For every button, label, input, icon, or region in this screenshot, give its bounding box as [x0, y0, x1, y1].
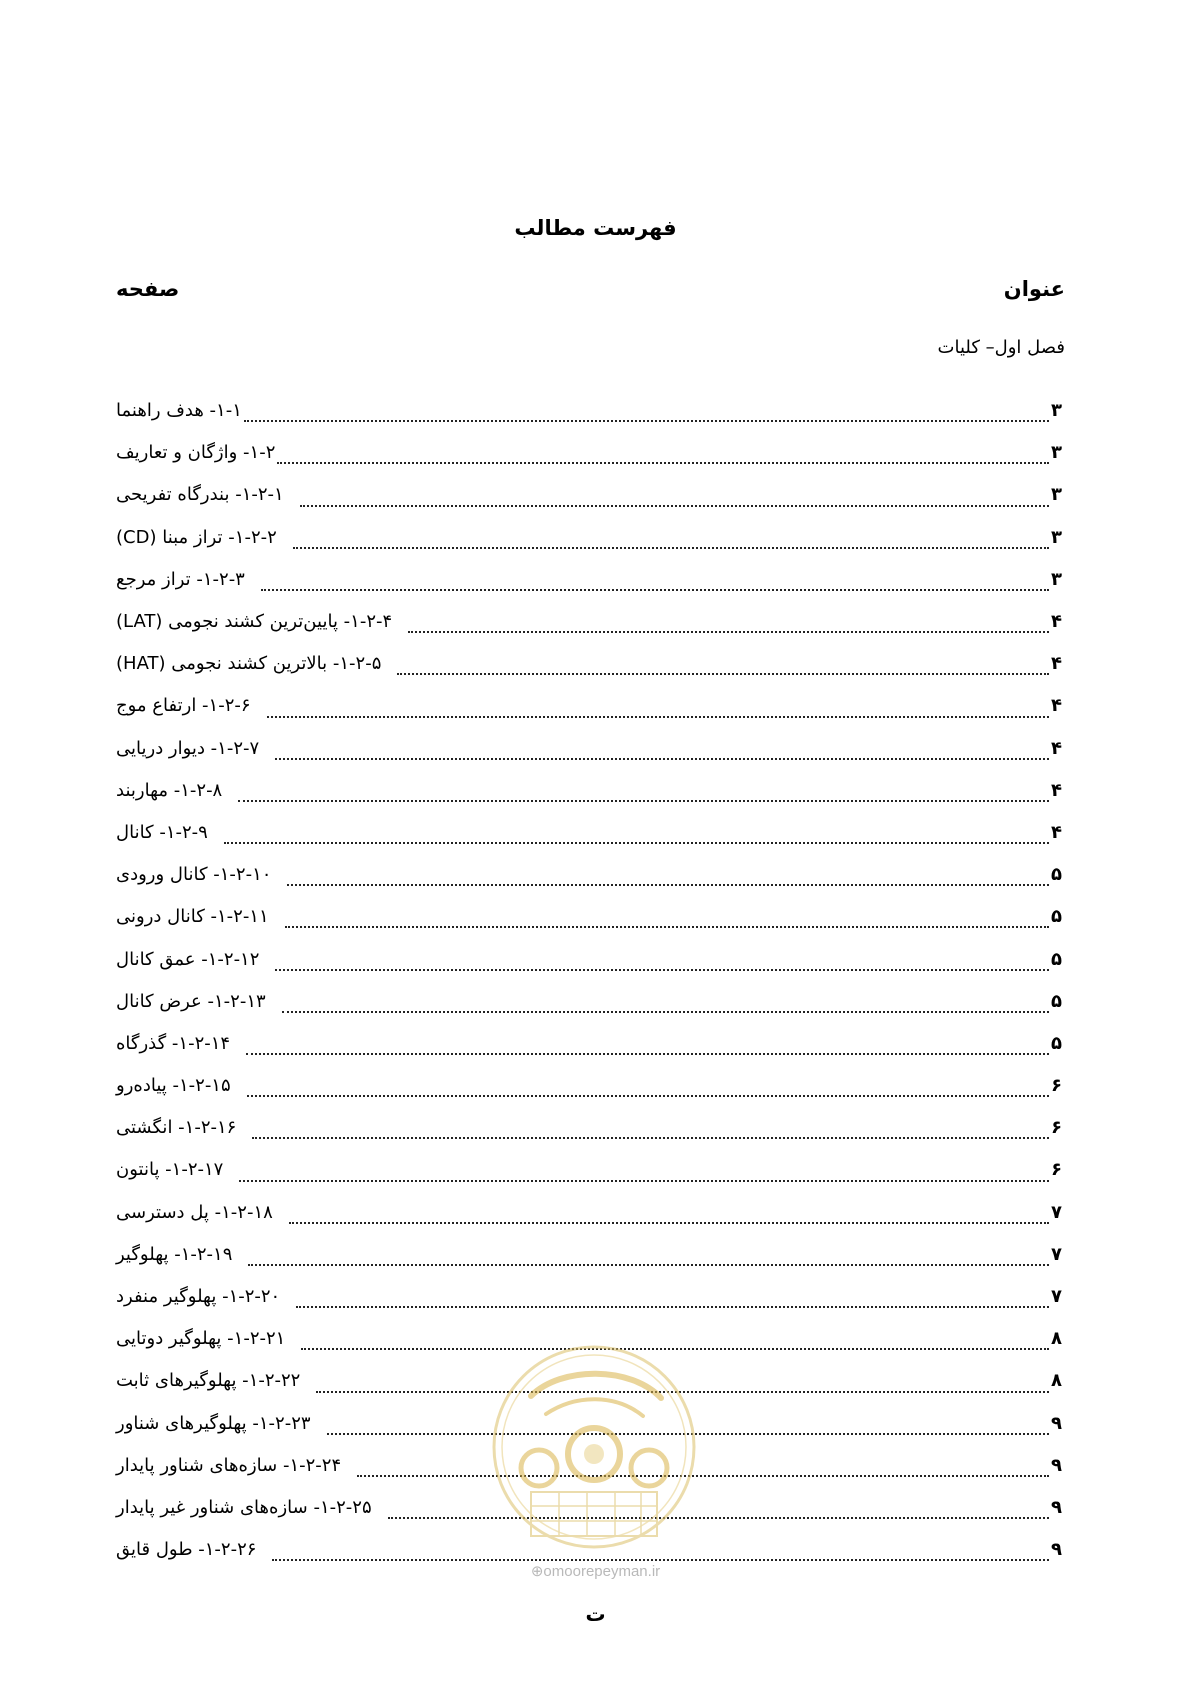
toc-entry-label: ۱-۲-۲- تراز مبنا (CD) — [116, 526, 277, 548]
toc-entry-page: ۴ — [1051, 653, 1062, 675]
toc-entry[interactable] — [116, 896, 1065, 938]
toc-entry-label: ۱-۲-۲۶- طول قایق — [116, 1539, 257, 1561]
toc-entry-page: ۹ — [1051, 1454, 1062, 1476]
toc-dot-leader — [272, 1559, 1049, 1561]
toc-dot-leader — [388, 1517, 1049, 1519]
toc-entry-page: ۵ — [1051, 1032, 1062, 1054]
toc-entry[interactable] — [116, 390, 1065, 432]
toc-entry-page: ۷ — [1051, 1243, 1062, 1265]
toc-dot-leader — [408, 631, 1049, 633]
globe-icon: ⊕ — [530, 1563, 544, 1580]
toc-dot-leader — [248, 1264, 1049, 1266]
toc-entry-page: ۴ — [1051, 611, 1062, 633]
toc-dot-leader — [247, 1095, 1049, 1097]
toc-dot-leader — [239, 1180, 1049, 1182]
toc-entry-page: ۴ — [1051, 737, 1062, 759]
toc-entry-page: ۹ — [1051, 1496, 1062, 1518]
toc-entry-label: ۱-۲-۲۱- پهلوگیر دوتایی — [116, 1328, 286, 1350]
toc-entry-label: ۱-۱- هدف راهنما — [116, 400, 242, 422]
toc-entry-page: ۳ — [1051, 526, 1062, 548]
toc-entry-page: ۳ — [1051, 568, 1062, 590]
toc-entry-label: ۱-۲-۵- بالاترین کشند نجومی (HAT) — [116, 653, 382, 675]
toc-entry[interactable] — [116, 1023, 1065, 1065]
toc-entry-page: ۹ — [1051, 1539, 1062, 1561]
toc-entry-label: ۱-۲-۲۴- سازه‌های شناور پایدار — [116, 1454, 342, 1476]
toc-entry-page: ۳ — [1051, 484, 1062, 506]
toc-entry[interactable] — [116, 854, 1065, 896]
toc-dot-leader — [300, 505, 1049, 507]
toc-dot-leader — [238, 800, 1049, 802]
toc-entry[interactable] — [116, 1276, 1065, 1318]
toc-entry-label: ۱-۲-۱۸- پل دسترسی — [116, 1201, 273, 1223]
toc-dot-leader — [275, 758, 1049, 760]
toc-entry[interactable] — [116, 559, 1065, 601]
toc-entry-label: ۱-۲-۶- ارتفاع موج — [116, 695, 251, 717]
toc-entry[interactable] — [116, 981, 1065, 1023]
toc-entry[interactable] — [116, 938, 1065, 980]
toc-entry-page: ۸ — [1051, 1328, 1062, 1350]
toc-entry-label: ۱-۲-۴- پایین‌ترین کشند نجومی (LAT) — [116, 611, 393, 633]
toc-entry-page: ۶ — [1051, 1159, 1062, 1181]
column-header-page: صفحه — [116, 277, 180, 301]
toc-dot-leader — [293, 547, 1049, 549]
toc-entry-label: ۱-۲-۷- دیوار دریایی — [116, 737, 260, 759]
toc-entry[interactable] — [116, 474, 1065, 516]
toc-entry-page: ۹ — [1051, 1412, 1062, 1434]
toc-dot-leader — [267, 716, 1049, 718]
toc-entry[interactable] — [116, 1107, 1065, 1149]
toc-entry[interactable] — [116, 685, 1065, 727]
toc-entry[interactable] — [116, 601, 1065, 643]
toc-entry-label: ۱-۲-۱۰- کانال ورودی — [116, 864, 272, 886]
toc-dot-leader — [282, 1011, 1049, 1013]
toc-entry-page: ۴ — [1051, 779, 1062, 801]
toc-entry-label: ۱-۲-۸- مهاربند — [116, 779, 223, 801]
toc-entry-label: ۱-۲-۳- تراز مرجع — [116, 568, 245, 590]
toc-entry[interactable] — [116, 1065, 1065, 1107]
toc-entry-label: ۱-۲-۱۲- عمق کانال — [116, 948, 260, 970]
toc-entry[interactable] — [116, 1192, 1065, 1234]
toc-entry-label: ۱-۲-۲۳- پهلوگیرهای شناور — [116, 1412, 311, 1434]
toc-dot-leader — [397, 673, 1049, 675]
toc-entry-label: ۱-۲-۱۹- پهلوگیر — [116, 1243, 233, 1265]
toc-dot-leader — [289, 1222, 1049, 1224]
toc-dot-leader — [224, 842, 1049, 844]
toc-entry-label: ۱-۲-۲۰- پهلوگیر منفرد — [116, 1286, 281, 1308]
watermark-url-text: omoorepeyman.ir — [543, 1563, 661, 1580]
toc-entry-page: ۳ — [1051, 400, 1062, 422]
toc-entry-page: ۳ — [1051, 442, 1062, 464]
toc-entry[interactable] — [116, 1149, 1065, 1191]
toc-entry-page: ۵ — [1051, 864, 1062, 886]
watermark-url — [0, 1562, 1191, 1580]
toc-entry-label: ۱-۲-۱۳- عرض کانال — [116, 990, 266, 1012]
toc-entry-page: ۸ — [1051, 1370, 1062, 1392]
toc-dot-leader — [275, 969, 1049, 971]
toc-dot-leader — [287, 884, 1049, 886]
chapter-heading: فصل اول– کلیات — [937, 337, 1065, 358]
toc-dot-leader — [285, 926, 1049, 928]
toc-entry-label: ۱-۲-۱۷- پانتون — [116, 1159, 224, 1181]
toc-entry-page: ۷ — [1051, 1201, 1062, 1223]
toc-entry[interactable] — [116, 643, 1065, 685]
toc-entry-page: ۵ — [1051, 948, 1062, 970]
toc-entry-label: ۱-۲-۱۴- گذرگاه — [116, 1032, 231, 1054]
toc-entry-page: ۴ — [1051, 695, 1062, 717]
toc-entry-label: ۱-۲-۱۵- پیاده‌رو — [116, 1075, 231, 1097]
toc-entry-page: ۶ — [1051, 1075, 1062, 1097]
toc-entry-label: ۱-۲-۱۱- کانال درونی — [116, 906, 269, 928]
toc-dot-leader — [277, 462, 1049, 464]
toc-dot-leader — [246, 1053, 1049, 1055]
toc-entry-label: ۱-۲-۱- بندرگاه تفریحی — [116, 484, 284, 506]
column-header-title: عنوان — [1003, 277, 1065, 301]
toc-entry-page: ۷ — [1051, 1286, 1062, 1308]
toc-dot-leader — [244, 420, 1049, 422]
toc-entry[interactable] — [116, 728, 1065, 770]
toc-entry-page: ۴ — [1051, 821, 1062, 843]
toc-entry-page: ۵ — [1051, 906, 1062, 928]
toc-entry-label: ۱-۲- واژگان و تعاریف — [116, 442, 276, 464]
page-title: فهرست مطالب — [514, 216, 677, 240]
toc-entry[interactable] — [116, 770, 1065, 812]
toc-dot-leader — [357, 1475, 1049, 1477]
toc-entry-label: ۱-۲-۲۵- سازه‌های شناور غیر پایدار — [116, 1496, 372, 1518]
toc-dot-leader — [296, 1306, 1049, 1308]
toc-entry-page: ۶ — [1051, 1117, 1062, 1139]
toc-entry-page: ۵ — [1051, 990, 1062, 1012]
toc-entry[interactable] — [116, 517, 1065, 559]
toc-entry[interactable] — [116, 1234, 1065, 1276]
toc-entry[interactable] — [116, 432, 1065, 474]
watermark-seal-icon — [491, 1336, 697, 1558]
toc-dot-leader — [261, 589, 1049, 591]
toc-entry-label: ۱-۲-۹- کانال — [116, 821, 208, 843]
page-number: ت — [585, 1602, 606, 1626]
toc-entry-label: ۱-۲-۲۲- پهلوگیرهای ثابت — [116, 1370, 301, 1392]
toc-entry[interactable] — [116, 812, 1065, 854]
toc-dot-leader — [252, 1137, 1049, 1139]
toc-entry-label: ۱-۲-۱۶- انگشتی — [116, 1117, 237, 1139]
